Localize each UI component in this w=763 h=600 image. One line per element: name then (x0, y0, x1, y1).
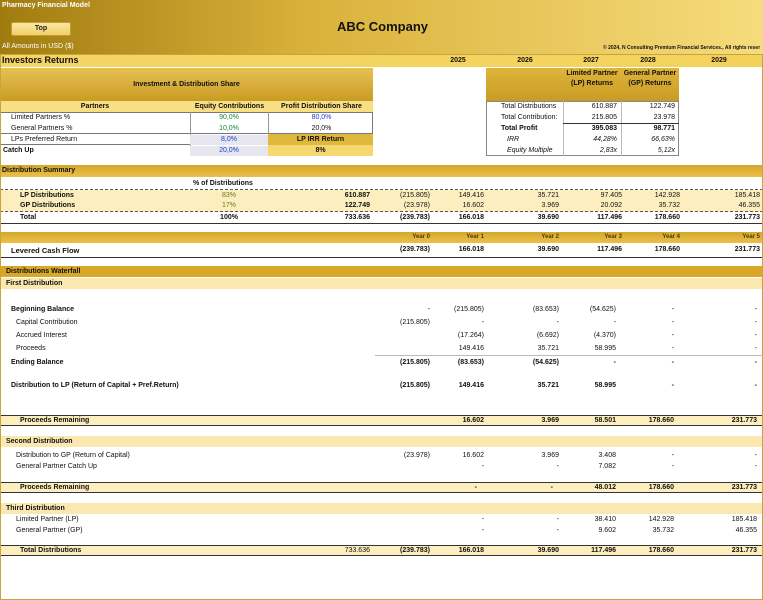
header-banner (0, 0, 763, 54)
remaining-1-y5: 231.773 (731, 417, 757, 424)
remaining-1-y4: 178.660 (648, 417, 674, 424)
year-2029: 2029 (711, 57, 727, 64)
total-row-label: Total Distributions (20, 547, 82, 554)
levered-y5: 231.773 (734, 246, 760, 253)
irr-label: LP IRR Return (268, 134, 373, 145)
gp-dist-pct: 17% (221, 202, 236, 209)
remaining-1-label: Proceeds Remaining (20, 417, 90, 424)
ret-label-dist: Total Distributions (501, 103, 557, 110)
total-row-y0: (239.783) (400, 547, 430, 554)
ending-y5: - (754, 359, 757, 366)
rule (0, 257, 763, 258)
to-lp-label: Distribution to LP (Return of Capital + Pref.Return) (11, 382, 179, 389)
third-gp-y4: 35.732 (652, 527, 674, 534)
third-gp-y5: 46.355 (735, 527, 757, 534)
year-2028: 2028 (640, 57, 656, 64)
capital-y5: - (754, 319, 757, 326)
accrued-y3: (4.370) (593, 332, 616, 339)
catchup-y2: - (556, 463, 559, 470)
proceeds-label: Proceeds (16, 345, 46, 352)
total-dist-y3: 117.496 (597, 214, 622, 221)
gp-dist-label: GP Distributions (20, 202, 76, 209)
catchup-y3: 7.082 (598, 463, 616, 470)
proceeds-y1: 149.416 (458, 345, 484, 352)
year-2026: 2026 (517, 57, 533, 64)
total-row-y1: 166.018 (458, 547, 484, 554)
lp-dist-total: 610.887 (344, 192, 370, 199)
catchup-label: Catch Up (3, 147, 34, 154)
gp-dist-y2: 3.969 (541, 202, 559, 209)
dash-line (0, 211, 763, 212)
remaining-1-y3: 58.501 (594, 417, 616, 424)
third-lp-y2: - (556, 516, 559, 523)
third-lp-y4: 142.928 (648, 516, 674, 523)
inv-dist-header (0, 68, 373, 101)
proceeds-y5: - (754, 345, 757, 352)
proceeds-y2: 35.721 (537, 345, 559, 352)
to-lp-y2: 35.721 (537, 382, 559, 389)
lp-dist-y2: 35.721 (537, 192, 559, 199)
third-gp-y3: 9.602 (598, 527, 616, 534)
grid-line (563, 123, 679, 124)
total-row-y2: 39.690 (537, 547, 559, 554)
ret-label-irr: IRR (507, 136, 520, 143)
total-dist-y2: 39.690 (537, 214, 559, 221)
beginning-y5: - (754, 306, 757, 313)
lp-dist-y5: 185.418 (734, 192, 760, 199)
ret-gp-profit: 98.771 (653, 125, 675, 132)
third-lp-y5: 185.418 (731, 516, 757, 523)
to-gp-y3: 3.408 (598, 452, 616, 459)
inv-dist-title: Investment & Distribution Share (133, 81, 240, 88)
year2-header: Year 2 (541, 234, 559, 240)
gp-dist-y1: 16.602 (462, 202, 484, 209)
levered-y3: 117.496 (597, 246, 622, 253)
remaining-2-label: Proceeds Remaining (20, 484, 90, 491)
levered-y2: 39.690 (537, 246, 559, 253)
to-gp-y1: 16.602 (462, 452, 484, 459)
grid-line (268, 112, 269, 134)
ending-y1: (83.653) (457, 359, 484, 366)
beginning-y4: - (671, 306, 674, 313)
second-dist-bar (0, 436, 763, 447)
ending-y2: (54.625) (532, 359, 559, 366)
ret-lp-irr: 44,28% (593, 136, 617, 143)
model-title: Pharmacy Financial Model (2, 2, 90, 9)
capital-y3: - (613, 319, 616, 326)
gp-pct-label: General Partners % (11, 125, 73, 132)
beginning-label: Beginning Balance (11, 306, 75, 313)
ending-y4: - (671, 359, 674, 366)
gp-dist-y5: 46.355 (738, 202, 760, 209)
to-gp-y4: - (671, 452, 674, 459)
capital-label: Capital Contribution (16, 319, 78, 326)
ret-lp-multiple: 2,83x (599, 147, 617, 154)
ret-label-contrib: Total Contribution: (501, 114, 558, 121)
remaining-2-y1: - (474, 484, 477, 491)
gp-equity-input[interactable]: 10,0% (219, 125, 239, 132)
investors-returns-bar (0, 54, 763, 67)
rule (375, 355, 763, 356)
year3-header: Year 3 (604, 234, 622, 240)
copyright: © 2024, N Consulting Premium Financial Services., All rights reser (603, 45, 761, 51)
lp-dist-y0: (215.805) (400, 192, 430, 199)
investors-returns-title: Investors Returns (2, 55, 79, 65)
third-dist-bar (0, 503, 763, 514)
pref-input[interactable]: 8,0% (190, 135, 268, 145)
remaining-2-y5: 231.773 (731, 484, 757, 491)
capital-y2: - (556, 319, 559, 326)
ret-lp-dist: 610.887 (591, 103, 617, 110)
to-lp-y5: - (754, 382, 757, 389)
gp-profit-value: 20,0% (311, 125, 332, 132)
third-lp-y1: - (481, 516, 484, 523)
gp-dist-y4: 35.732 (658, 202, 680, 209)
levered-y1: 166.018 (458, 246, 484, 253)
gp-dist-y0: (23.978) (403, 202, 430, 209)
ret-label-profit: Total Profit (501, 125, 538, 132)
accrued-label: Accrued Interest (16, 332, 67, 339)
irr-value: 8% (268, 145, 373, 156)
total-dist-y5: 231.773 (734, 214, 760, 221)
waterfall-bar (0, 266, 763, 277)
to-lp-y0: (215.805) (400, 382, 430, 389)
gp-dist-y3: 20.092 (600, 202, 622, 209)
to-lp-y4: - (671, 382, 674, 389)
to-gp-label: Distribution to GP (Return of Capital) (16, 452, 130, 459)
top-button[interactable]: Top (11, 22, 71, 36)
col-equity: Equity Contributions (194, 103, 265, 110)
beginning-y0: - (427, 306, 430, 313)
to-lp-y3: 58.995 (594, 382, 616, 389)
remaining-2-y4: 178.660 (648, 484, 674, 491)
beginning-y1: (215.805) (454, 306, 484, 313)
accrued-y5: - (754, 332, 757, 339)
catchup-row-label: General Partner Catch Up (16, 463, 97, 470)
levered-label: Levered Cash Flow (11, 246, 80, 255)
lp-dist-label: LP Distributions (20, 192, 74, 199)
total-dist-total: 733.636 (344, 214, 370, 221)
accrued-y2: (6.692) (536, 332, 559, 339)
total-row-sum: 733.636 (344, 547, 370, 554)
levered-y4: 178.660 (654, 246, 680, 253)
company-title: ABC Company (337, 19, 429, 34)
capital-y1: - (481, 319, 484, 326)
total-row-y5: 231.773 (731, 547, 757, 554)
accrued-y4: - (671, 332, 674, 339)
lp-dist-pct: 83% (221, 192, 236, 199)
remaining-1-y2: 3.969 (541, 417, 559, 424)
to-lp-y1: 149.416 (458, 382, 484, 389)
ending-label: Ending Balance (11, 359, 64, 366)
year0-header: Year 0 (412, 234, 430, 240)
total-dist-y1: 166.018 (458, 214, 484, 221)
to-gp-y5: - (754, 452, 757, 459)
ret-gp-multiple: 5,12x (657, 147, 675, 154)
lp-equity-input[interactable]: 90,0% (219, 114, 239, 121)
to-gp-y0: (23.978) (403, 452, 430, 459)
third-gp-label: General Partner (GP) (16, 527, 83, 534)
total-dist-pct: 100% (220, 214, 238, 221)
third-lp-y3: 38.410 (594, 516, 616, 523)
gp-dist-total: 122.749 (344, 202, 370, 209)
capital-y0: (215.805) (400, 319, 430, 326)
third-lp-label: Limited Partner (LP) (16, 516, 79, 523)
lp-dist-y3: 97.405 (600, 192, 622, 199)
levered-y0: (239.783) (400, 246, 430, 253)
dist-summary-title: Distribution Summary (2, 167, 76, 174)
ret-gp-dist: 122.749 (649, 103, 675, 110)
ret-gp-irr: 66,63% (651, 136, 675, 143)
third-dist-title: Third Distribution (6, 505, 65, 512)
catchup-y5: - (754, 463, 757, 470)
year-2027: 2027 (583, 57, 599, 64)
year5-header: Year 5 (742, 234, 760, 240)
lp-dist-y4: 142.928 (654, 192, 680, 199)
remaining-1-y1: 16.602 (462, 417, 484, 424)
year4-header: Year 4 (662, 234, 680, 240)
col-profit: Profit Distribution Share (281, 103, 362, 110)
col-partners: Partners (80, 103, 110, 110)
total-row-y3: 117.496 (591, 547, 616, 554)
col-gp-returns: General Partner (GP) Returns (623, 70, 677, 87)
remaining-2-y2: - (550, 484, 553, 491)
third-gp-y2: - (556, 527, 559, 534)
first-dist-bar (0, 278, 763, 289)
to-gp-y2: 3.969 (541, 452, 559, 459)
proceeds-y3: 58.995 (594, 345, 616, 352)
catchup-input[interactable]: 20,0% (190, 146, 268, 156)
lp-dist-y1: 149.416 (458, 192, 484, 199)
total-row-y4: 178.660 (648, 547, 674, 554)
amounts-note: All Amounts in USD ($) (2, 43, 74, 50)
col-lp-returns: Limited Partner (LP) Returns (566, 70, 618, 87)
catchup-y1: - (481, 463, 484, 470)
proceeds-y4: - (671, 345, 674, 352)
third-gp-y1: - (481, 527, 484, 534)
lp-profit-input[interactable]: 80,0% (311, 114, 332, 121)
capital-y4: - (671, 319, 674, 326)
rule (0, 223, 763, 224)
dist-summary-bar (0, 165, 763, 177)
pct-header: % of Distributions (193, 180, 253, 187)
total-dist-y4: 178.660 (654, 214, 680, 221)
waterfall-title: Distributions Waterfall (6, 268, 81, 275)
ret-lp-profit: 395.083 (591, 125, 617, 132)
lp-pct-label: Limited Partners % (11, 114, 71, 121)
beginning-y2: (83.653) (532, 306, 559, 313)
remaining-2-y3: 48.012 (594, 484, 616, 491)
total-dist-label: Total (20, 214, 37, 221)
ending-y3: - (613, 359, 616, 366)
pref-label: LPs Preferred Return (11, 136, 78, 143)
ending-y0: (215.805) (400, 359, 430, 366)
second-dist-title: Second Distribution (6, 438, 73, 445)
total-dist-y0: (239.783) (400, 214, 430, 221)
year-2025: 2025 (450, 57, 466, 64)
year1-header: Year 1 (466, 234, 484, 240)
first-dist-title: First Distribution (6, 280, 63, 287)
catchup-y4: - (671, 463, 674, 470)
ret-lp-contrib: 215.805 (591, 114, 617, 121)
accrued-y1: (17.264) (457, 332, 484, 339)
beginning-y3: (54.625) (589, 306, 616, 313)
ret-gp-contrib: 23.978 (653, 114, 675, 121)
ret-label-multiple: Equity Multiple (507, 147, 553, 154)
